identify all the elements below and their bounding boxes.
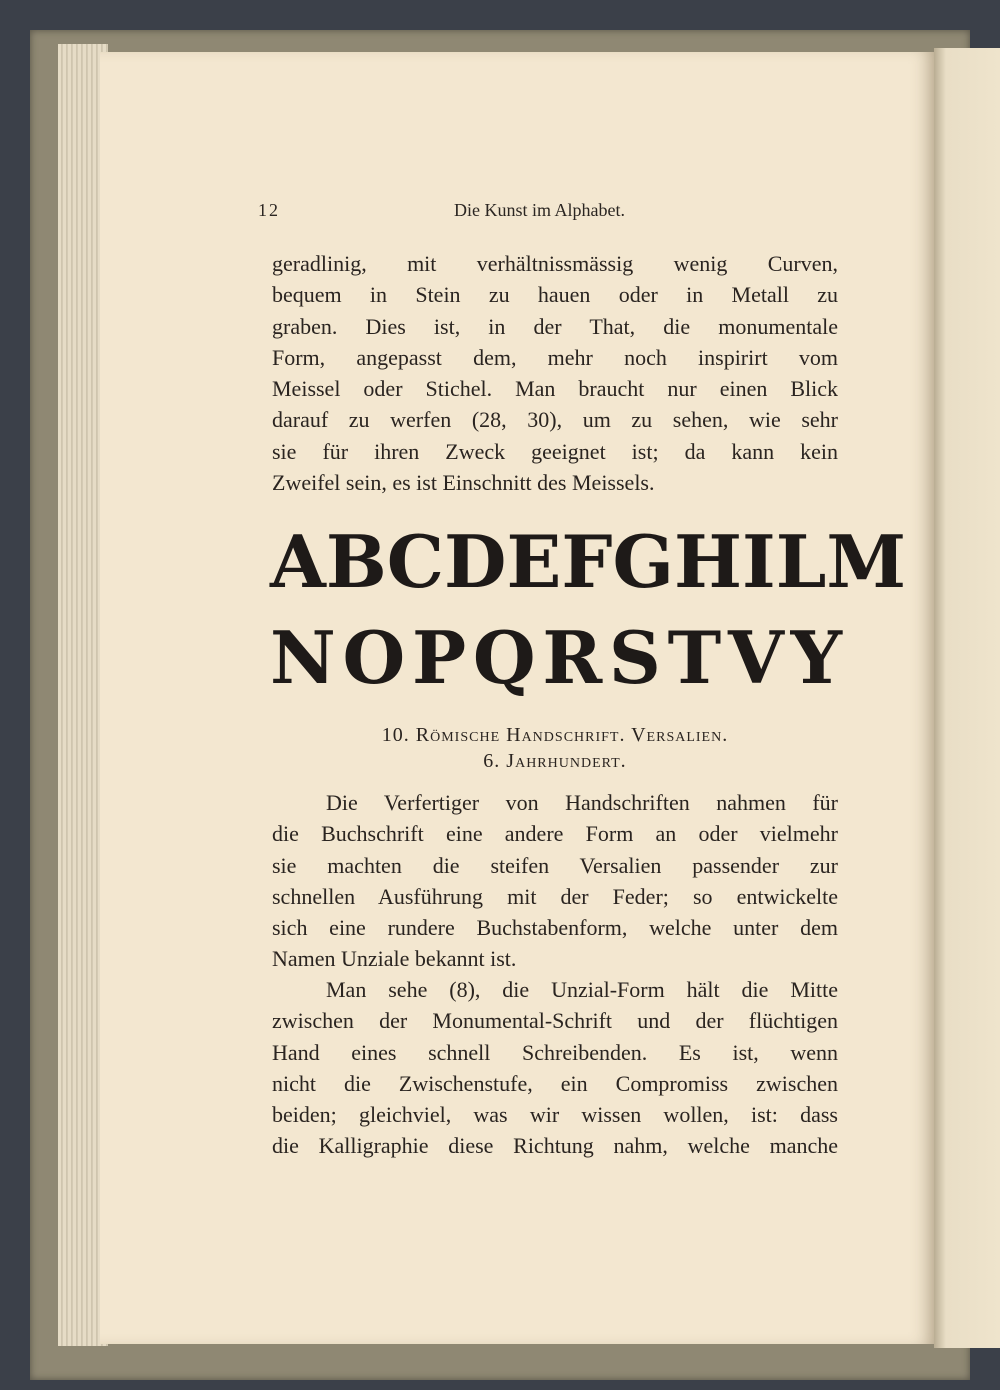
alphabet-letter: D: [444, 519, 507, 604]
figure-caption-line-2: 6. Jahrhundert.: [483, 750, 627, 772]
alphabet-letter: P: [412, 615, 467, 700]
alphabet-letter: V: [727, 615, 784, 700]
text-line: Form, angepasst dem, mehr noch inspirirt vom: [272, 344, 838, 370]
text-line: zwischen der Monumental-Schrift und der flüchtigen: [272, 1008, 838, 1034]
text-line: sich eine rundere Buchstabenform, welche unter dem: [272, 915, 838, 941]
alphabet-letter: T: [667, 615, 722, 700]
alphabet-letter: E: [506, 519, 562, 604]
text-line: Man sehe (8), die Unzial-Form hält die Mitte: [326, 977, 838, 1002]
alphabet-letter: L: [775, 519, 827, 604]
text-line: darauf zu werfen (28, 30), um zu sehen, wie sehr: [272, 407, 838, 433]
text-line: die Buchschrift eine andere Form an oder vielmehr: [272, 821, 838, 847]
figure-caption-line-1: 10. Römische Handschrift. Versalien.: [381, 724, 729, 746]
alphabet-letter: S: [608, 615, 661, 700]
alphabet-letter: I: [742, 519, 776, 604]
alphabet-row-2: [270, 615, 842, 700]
paragraph-1: [272, 248, 838, 498]
text-line: geradlinig, mit verhältnissmässig wenig Curven,: [272, 251, 838, 276]
alphabet-letter: H: [674, 519, 743, 604]
page-number: 12: [258, 200, 280, 220]
alphabet-letter: F: [561, 519, 613, 604]
alphabet-letter: N: [270, 615, 336, 700]
text-line: sie machten die steifen Versalien passender zur: [272, 852, 838, 878]
text-line: beiden; gleichviel, was wir wissen wollen, ist: dass: [272, 1102, 838, 1128]
text-line: Namen Unziale bekannt ist.: [272, 946, 517, 972]
alphabet-letter: Q: [472, 615, 536, 700]
paragraph-2: [272, 787, 838, 975]
alphabet-letter: B: [325, 519, 387, 604]
text-line: Die Verfertiger von Handschriften nahmen für: [326, 790, 838, 815]
paragraph-3: [272, 974, 838, 1162]
alphabet-letter: O: [342, 615, 406, 700]
alphabet-letter: A: [270, 519, 326, 604]
text-line: sie für ihren Zweck geeignet ist; da kann kein: [272, 438, 838, 464]
text-line: bequem in Stein zu hauen oder in Metall zu: [272, 282, 838, 308]
text-line: Zweifel sein, es ist Einschnitt des Meissels.: [272, 470, 655, 496]
facing-page: [934, 48, 1000, 1348]
page-header: [258, 198, 678, 228]
text-line: Hand eines schnell Schreibenden. Es ist, wenn: [272, 1039, 838, 1065]
alphabet-letter: G: [612, 519, 674, 604]
alphabet-letter: Y: [790, 615, 842, 700]
text-line: schnellen Ausführung mit der Feder; so entwickelte: [272, 883, 838, 909]
alphabet-letter: R: [542, 615, 603, 700]
running-title: Die Kunst im Alphabet.: [454, 200, 625, 220]
alphabet-row-1: [270, 519, 907, 604]
text-line: die Kalligraphie diese Richtung nahm, welche manche: [272, 1133, 838, 1159]
text-line: graben. Dies ist, in der That, die monumentale: [272, 313, 838, 339]
text-line: nicht die Zwischenstufe, ein Compromiss zwischen: [272, 1070, 838, 1096]
text-line: Meissel oder Stichel. Man braucht nur einen Blick: [272, 376, 838, 402]
alphabet-letter: M: [826, 519, 907, 604]
alphabet-letter: C: [386, 519, 445, 604]
